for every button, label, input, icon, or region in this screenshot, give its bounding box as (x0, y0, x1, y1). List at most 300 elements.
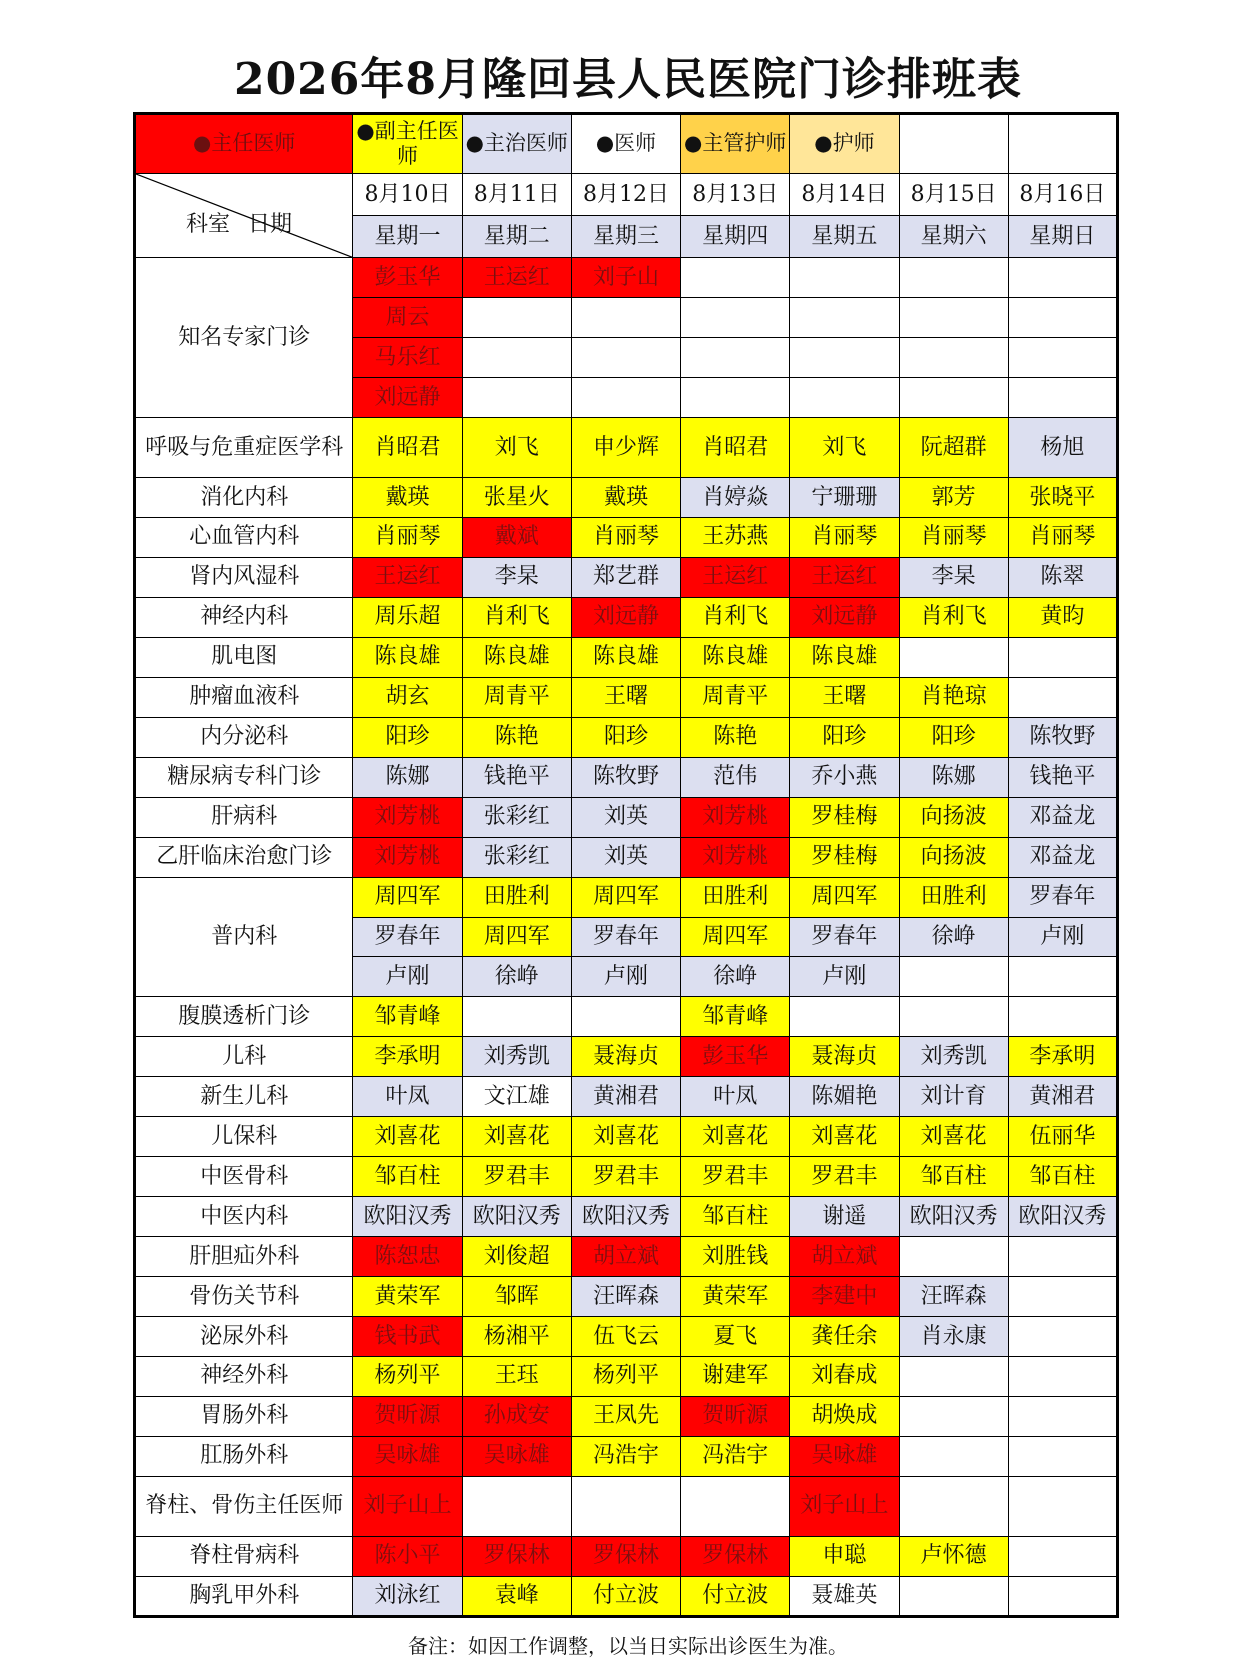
doctor-cell: 黄荣军 (353, 1277, 462, 1317)
empty-cell (1008, 1357, 1117, 1397)
doctor-cell: 刘喜花 (571, 1117, 680, 1157)
doctor-cell: 陈小平 (353, 1536, 462, 1576)
doctor-cell: 刘胜钱 (681, 1237, 790, 1277)
doctor-cell: 王凤先 (571, 1396, 680, 1436)
doctor-cell: 张彩红 (462, 797, 571, 837)
empty-cell (1008, 298, 1117, 338)
doctor-cell: 付立波 (681, 1576, 790, 1616)
dept-cell: 知名专家门诊 (135, 258, 353, 418)
empty-cell (1008, 1576, 1117, 1616)
corner-header (135, 173, 353, 257)
table-row (135, 1117, 1118, 1157)
doctor-cell: 乔小燕 (790, 757, 899, 797)
doctor-cell: 罗春年 (353, 917, 462, 957)
doctor-cell: 刘英 (571, 837, 680, 877)
doctor-cell: 杨湘平 (462, 1317, 571, 1357)
footnote: 备注：如因工作调整，以当日实际出诊医生为准。 (408, 1634, 848, 1658)
doctor-cell: 陈良雄 (353, 637, 462, 677)
doctor-cell: 邓益龙 (1008, 797, 1117, 837)
legend-cell (1008, 114, 1117, 174)
empty-cell (681, 378, 790, 418)
doctor-cell: 肖丽琴 (353, 517, 462, 557)
doctor-cell: 邹百柱 (353, 1157, 462, 1197)
doctor-cell: 宁珊珊 (790, 478, 899, 518)
doctor-cell: 肖利飞 (681, 597, 790, 637)
table-row (135, 1037, 1118, 1077)
empty-cell (899, 378, 1008, 418)
doctor-cell: 邹晖 (462, 1277, 571, 1317)
dept-cell: 乙肝临床治愈门诊 (135, 837, 353, 877)
dept-cell: 心血管内科 (135, 517, 353, 557)
empty-cell (681, 338, 790, 378)
doctor-cell: 罗春年 (571, 917, 680, 957)
doctor-cell: 罗保林 (681, 1536, 790, 1576)
doctor-cell: 刘芳桃 (353, 797, 462, 837)
date-header: 8月10日 (353, 173, 462, 215)
empty-cell (571, 378, 680, 418)
doctor-cell: 刘喜花 (899, 1117, 1008, 1157)
doctor-cell: 阳珍 (790, 717, 899, 757)
empty-cell (462, 378, 571, 418)
doctor-cell: 邹百柱 (1008, 1157, 1117, 1197)
table-row (135, 997, 1118, 1037)
empty-cell (1008, 1277, 1117, 1317)
doctor-cell: 申少辉 (571, 418, 680, 478)
doctor-cell: 伍飞云 (571, 1317, 680, 1357)
empty-cell (790, 378, 899, 418)
table-row (135, 1476, 1118, 1536)
table-row (135, 677, 1118, 717)
dept-cell: 肌电图 (135, 637, 353, 677)
doctor-cell: 张彩红 (462, 837, 571, 877)
doctor-cell: 冯浩宇 (571, 1436, 680, 1476)
dept-header-label: 科室 (186, 211, 231, 237)
doctor-cell: 周四军 (681, 917, 790, 957)
doctor-cell: 王苏燕 (681, 517, 790, 557)
legend-cell (899, 114, 1008, 174)
doctor-cell: 王运红 (462, 258, 571, 298)
dept-cell: 泌尿外科 (135, 1317, 353, 1357)
doctor-cell: 刘芳桃 (353, 837, 462, 877)
table-row (135, 1317, 1118, 1357)
doctor-cell: 郭芳 (899, 478, 1008, 518)
empty-cell (571, 997, 680, 1037)
table-row (135, 1357, 1118, 1397)
table-row (135, 1077, 1118, 1117)
doctor-cell: 胡玄 (353, 677, 462, 717)
doctor-cell: 陈娜 (353, 757, 462, 797)
doctor-cell: 夏飞 (681, 1317, 790, 1357)
table-row (135, 597, 1118, 637)
doctor-cell: 欧阳汉秀 (353, 1197, 462, 1237)
doctor-cell: 欧阳汉秀 (462, 1197, 571, 1237)
empty-cell (899, 258, 1008, 298)
dept-cell: 脊柱、骨伤主任医师 (135, 1476, 353, 1536)
doctor-cell: 胡焕成 (790, 1396, 899, 1436)
doctor-cell: 邹青峰 (681, 997, 790, 1037)
doctor-cell: 戴斌 (462, 517, 571, 557)
doctor-cell: 周四军 (571, 877, 680, 917)
doctor-cell: 陈艳 (681, 717, 790, 757)
doctor-cell: 欧阳汉秀 (899, 1197, 1008, 1237)
doctor-cell: 杨列平 (353, 1357, 462, 1397)
doctor-cell: 陈牧野 (1008, 717, 1117, 757)
doctor-cell: 吴咏雄 (462, 1436, 571, 1476)
dept-cell: 脊柱骨病科 (135, 1536, 353, 1576)
table-row (135, 1277, 1118, 1317)
doctor-cell: 徐峥 (899, 917, 1008, 957)
doctor-cell: 刘喜花 (353, 1117, 462, 1157)
empty-cell (899, 1476, 1008, 1536)
doctor-cell: 周乐超 (353, 597, 462, 637)
doctor-cell: 卢刚 (790, 957, 899, 997)
doctor-cell: 王曙 (571, 677, 680, 717)
doctor-cell: 刘泳红 (353, 1576, 462, 1616)
empty-cell (462, 298, 571, 338)
doctor-cell: 聂雄英 (790, 1576, 899, 1616)
dept-cell: 普内科 (135, 877, 353, 997)
doctor-cell: 周四军 (790, 877, 899, 917)
doctor-cell: 田胜利 (462, 877, 571, 917)
doctor-cell: 王运红 (790, 557, 899, 597)
doctor-cell: 肖艳琼 (899, 677, 1008, 717)
date-header: 8月13日 (681, 173, 790, 215)
dept-cell: 肛肠外科 (135, 1436, 353, 1476)
doctor-cell: 周青平 (462, 677, 571, 717)
empty-cell (1008, 258, 1117, 298)
doctor-cell: 叶凤 (353, 1077, 462, 1117)
doctor-cell: 刘子山上 (790, 1476, 899, 1536)
doctor-cell: 刘喜花 (681, 1117, 790, 1157)
doctor-cell: 申聪 (790, 1536, 899, 1576)
doctor-cell: 罗桂梅 (790, 797, 899, 837)
doctor-cell: 李建中 (790, 1277, 899, 1317)
empty-cell (1008, 997, 1117, 1037)
table-row (135, 1237, 1118, 1277)
doctor-cell: 罗君丰 (790, 1157, 899, 1197)
empty-cell (899, 1237, 1008, 1277)
empty-cell (790, 298, 899, 338)
doctor-cell: 罗保林 (571, 1536, 680, 1576)
doctor-cell: 钱艳平 (462, 757, 571, 797)
doctor-cell: 黄昀 (1008, 597, 1117, 637)
empty-cell (1008, 1317, 1117, 1357)
dept-cell: 肝胆疝外科 (135, 1237, 353, 1277)
doctor-cell: 卢刚 (353, 957, 462, 997)
empty-cell (1008, 338, 1117, 378)
weekday-header: 星期四 (681, 216, 790, 258)
doctor-cell: 阮超群 (899, 418, 1008, 478)
doctor-cell: 王珏 (462, 1357, 571, 1397)
doctor-cell: 陈良雄 (681, 637, 790, 677)
doctor-cell: 阳珍 (353, 717, 462, 757)
doctor-cell: 陈媚艳 (790, 1077, 899, 1117)
doctor-cell: 徐峥 (681, 957, 790, 997)
doctor-cell: 彭玉华 (353, 258, 462, 298)
doctor-cell: 邹百柱 (681, 1197, 790, 1237)
doctor-cell: 欧阳汉秀 (571, 1197, 680, 1237)
doctor-cell: 刘子山上 (353, 1476, 462, 1536)
doctor-cell: 刘远静 (353, 378, 462, 418)
empty-cell (681, 1476, 790, 1536)
weekday-header: 星期六 (899, 216, 1008, 258)
doctor-cell: 王曙 (790, 677, 899, 717)
doctor-cell: 刘计育 (899, 1077, 1008, 1117)
legend-row (135, 114, 1118, 174)
doctor-cell: 刘飞 (462, 418, 571, 478)
doctor-cell: 刘芳桃 (681, 837, 790, 877)
table-row (135, 837, 1118, 877)
doctor-cell: 汪晖森 (571, 1277, 680, 1317)
doctor-cell: 刘子山 (571, 258, 680, 298)
doctor-cell: 肖丽琴 (571, 517, 680, 557)
doctor-cell: 肖丽琴 (899, 517, 1008, 557)
dept-cell: 呼吸与危重症医学科 (135, 418, 353, 478)
dept-cell: 中医骨科 (135, 1157, 353, 1197)
doctor-cell: 戴瑛 (353, 478, 462, 518)
empty-cell (899, 1436, 1008, 1476)
doctor-cell: 杨列平 (571, 1357, 680, 1397)
doctor-cell: 李杲 (899, 557, 1008, 597)
doctor-cell: 冯浩宇 (681, 1436, 790, 1476)
doctor-cell: 阳珍 (899, 717, 1008, 757)
table-row (135, 757, 1118, 797)
doctor-cell: 刘远静 (571, 597, 680, 637)
empty-cell (899, 997, 1008, 1037)
doctor-cell: 邹百柱 (899, 1157, 1008, 1197)
doctor-cell: 陈良雄 (571, 637, 680, 677)
empty-cell (462, 1476, 571, 1536)
empty-cell (790, 997, 899, 1037)
dept-cell: 腹膜透析门诊 (135, 997, 353, 1037)
doctor-cell: 谢建军 (681, 1357, 790, 1397)
doctor-cell: 肖昭君 (353, 418, 462, 478)
dept-cell: 神经外科 (135, 1357, 353, 1397)
table-row (135, 1576, 1118, 1616)
empty-cell (1008, 1237, 1117, 1277)
table-row (135, 258, 1118, 298)
doctor-cell: 刘秀凯 (462, 1037, 571, 1077)
table-row (135, 478, 1118, 518)
dept-cell: 胸乳甲外科 (135, 1576, 353, 1616)
table-row (135, 517, 1118, 557)
empty-cell (1008, 637, 1117, 677)
date-header: 8月15日 (899, 173, 1008, 215)
doctor-cell: 胡立斌 (571, 1237, 680, 1277)
doctor-cell: 邹青峰 (353, 997, 462, 1037)
doctor-cell: 卢刚 (571, 957, 680, 997)
doctor-cell: 刘俊超 (462, 1237, 571, 1277)
weekday-header: 星期二 (462, 216, 571, 258)
doctor-cell: 贺昕源 (353, 1396, 462, 1436)
dept-cell: 儿科 (135, 1037, 353, 1077)
doctor-cell: 王运红 (681, 557, 790, 597)
doctor-cell: 罗君丰 (462, 1157, 571, 1197)
doctor-cell: 向扬波 (899, 797, 1008, 837)
doctor-cell: 彭玉华 (681, 1037, 790, 1077)
empty-cell (462, 338, 571, 378)
doctor-cell: 李杲 (462, 557, 571, 597)
date-header-label: 日期 (248, 211, 293, 237)
doctor-cell: 罗君丰 (571, 1157, 680, 1197)
date-header: 8月11日 (462, 173, 571, 215)
doctor-cell: 张星火 (462, 478, 571, 518)
table-row (135, 1157, 1118, 1197)
doctor-cell: 付立波 (571, 1576, 680, 1616)
corner-labels (186, 212, 292, 238)
table-row (135, 877, 1118, 917)
empty-cell (899, 298, 1008, 338)
doctor-cell: 聂海贞 (790, 1037, 899, 1077)
empty-cell (571, 298, 680, 338)
date-header: 8月16日 (1008, 173, 1117, 215)
empty-cell (1008, 378, 1117, 418)
doctor-cell: 龚任余 (790, 1317, 899, 1357)
empty-cell (899, 1396, 1008, 1436)
doctor-cell: 伍丽华 (1008, 1117, 1117, 1157)
doctor-cell: 郑艺群 (571, 557, 680, 597)
doctor-cell: 刘芳桃 (681, 797, 790, 837)
schedule-table (133, 112, 1119, 1618)
doctor-cell: 胡立斌 (790, 1237, 899, 1277)
empty-cell (899, 338, 1008, 378)
doctor-cell: 周青平 (681, 677, 790, 717)
doctor-cell: 黄湘君 (571, 1077, 680, 1117)
doctor-cell: 刘春成 (790, 1357, 899, 1397)
table-row (135, 1436, 1118, 1476)
doctor-cell: 欧阳汉秀 (1008, 1197, 1117, 1237)
date-header: 8月12日 (571, 173, 680, 215)
doctor-cell: 陈良雄 (462, 637, 571, 677)
dept-cell: 肾内风湿科 (135, 557, 353, 597)
doctor-cell: 钱艳平 (1008, 757, 1117, 797)
doctor-cell: 李承明 (353, 1037, 462, 1077)
doctor-cell: 贺昕源 (681, 1396, 790, 1436)
legend-cell: ●医师 (571, 114, 680, 174)
empty-cell (790, 338, 899, 378)
empty-cell (681, 258, 790, 298)
doctor-cell: 肖利飞 (462, 597, 571, 637)
dept-cell: 肝病科 (135, 797, 353, 837)
doctor-cell: 黄湘君 (1008, 1077, 1117, 1117)
table-row (135, 1536, 1118, 1576)
dept-cell: 胃肠外科 (135, 1396, 353, 1436)
doctor-cell: 范伟 (681, 757, 790, 797)
doctor-cell: 肖丽琴 (1008, 517, 1117, 557)
dept-cell: 骨伤关节科 (135, 1277, 353, 1317)
doctor-cell: 刘英 (571, 797, 680, 837)
doctor-cell: 戴瑛 (571, 478, 680, 518)
doctor-cell: 陈翠 (1008, 557, 1117, 597)
doctor-cell: 罗保林 (462, 1536, 571, 1576)
legend-cell: ●副主任医师 (353, 114, 462, 174)
date-header: 8月14日 (790, 173, 899, 215)
doctor-cell: 卢刚 (1008, 917, 1117, 957)
weekday-header: 星期五 (790, 216, 899, 258)
doctor-cell: 刘飞 (790, 418, 899, 478)
doctor-cell: 徐峥 (462, 957, 571, 997)
page-title: 2026年8月隆回县人民医院门诊排班表 (233, 54, 1023, 105)
empty-cell (1008, 677, 1117, 717)
doctor-cell: 陈良雄 (790, 637, 899, 677)
doctor-cell: 谢遥 (790, 1197, 899, 1237)
dept-cell: 神经内科 (135, 597, 353, 637)
table-row (135, 1396, 1118, 1436)
doctor-cell: 吴咏雄 (353, 1436, 462, 1476)
empty-cell (571, 338, 680, 378)
doctor-cell: 刘远静 (790, 597, 899, 637)
doctor-cell: 陈艳 (462, 717, 571, 757)
doctor-cell: 钱书武 (353, 1317, 462, 1357)
dept-cell: 内分泌科 (135, 717, 353, 757)
dept-cell: 肿瘤血液科 (135, 677, 353, 717)
doctor-cell: 罗春年 (790, 917, 899, 957)
dept-cell: 新生儿科 (135, 1077, 353, 1117)
doctor-cell: 罗桂梅 (790, 837, 899, 877)
doctor-cell: 罗春年 (1008, 877, 1117, 917)
doctor-cell: 杨旭 (1008, 418, 1117, 478)
table-row (135, 418, 1118, 478)
doctor-cell: 肖利飞 (899, 597, 1008, 637)
doctor-cell: 邓益龙 (1008, 837, 1117, 877)
doctor-cell: 肖永康 (899, 1317, 1008, 1357)
empty-cell (1008, 957, 1117, 997)
date-row (135, 173, 1118, 215)
doctor-cell: 肖婷焱 (681, 478, 790, 518)
doctor-cell: 张晓平 (1008, 478, 1117, 518)
doctor-cell: 李承明 (1008, 1037, 1117, 1077)
dept-cell: 糖尿病专科门诊 (135, 757, 353, 797)
table-row (135, 557, 1118, 597)
doctor-cell: 陈恕忠 (353, 1237, 462, 1277)
empty-cell (462, 997, 571, 1037)
doctor-cell: 袁峰 (462, 1576, 571, 1616)
doctor-cell: 吴咏雄 (790, 1436, 899, 1476)
empty-cell (899, 1357, 1008, 1397)
dept-cell: 儿保科 (135, 1117, 353, 1157)
table-row (135, 717, 1118, 757)
empty-cell (899, 1576, 1008, 1616)
legend-cell: ●护师 (790, 114, 899, 174)
empty-cell (790, 258, 899, 298)
doctor-cell: 肖昭君 (681, 418, 790, 478)
empty-cell (899, 637, 1008, 677)
doctor-cell: 孙成安 (462, 1396, 571, 1436)
doctor-cell: 周四军 (353, 877, 462, 917)
doctor-cell: 肖丽琴 (790, 517, 899, 557)
table-row (135, 637, 1118, 677)
legend-cell: ●主治医师 (462, 114, 571, 174)
doctor-cell: 田胜利 (899, 877, 1008, 917)
legend-cell: ●主管护师 (681, 114, 790, 174)
doctor-cell: 刘喜花 (462, 1117, 571, 1157)
table-row (135, 1197, 1118, 1237)
empty-cell (1008, 1476, 1117, 1536)
legend-cell: ●主任医师 (135, 114, 353, 174)
weekday-header: 星期日 (1008, 216, 1117, 258)
doctor-cell: 叶凤 (681, 1077, 790, 1117)
doctor-cell: 刘喜花 (790, 1117, 899, 1157)
doctor-cell: 陈牧野 (571, 757, 680, 797)
doctor-cell: 卢怀德 (899, 1536, 1008, 1576)
doctor-cell: 文江雄 (462, 1077, 571, 1117)
doctor-cell: 聂海贞 (571, 1037, 680, 1077)
doctor-cell: 阳珍 (571, 717, 680, 757)
empty-cell (899, 957, 1008, 997)
table-row (135, 797, 1118, 837)
doctor-cell: 向扬波 (899, 837, 1008, 877)
dept-cell: 中医内科 (135, 1197, 353, 1237)
